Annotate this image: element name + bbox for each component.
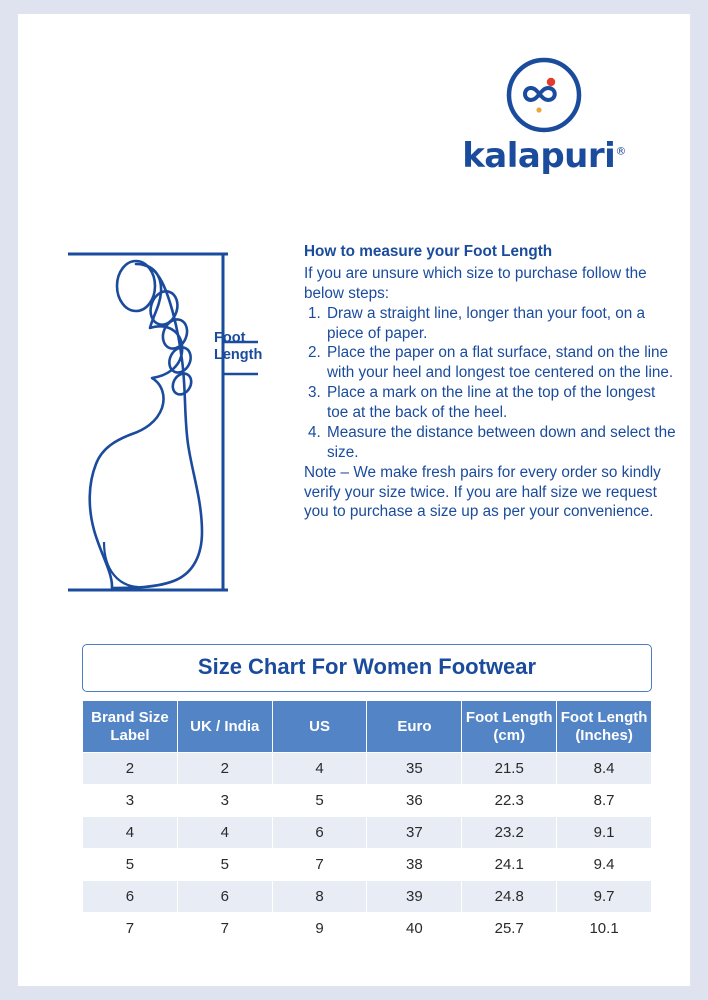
cell-uk-india: 5 xyxy=(177,849,272,881)
foot-length-label-line1: Foot xyxy=(214,330,246,346)
column-header-uk-india: UK / India xyxy=(177,701,272,753)
cell-euro: 40 xyxy=(367,913,462,945)
instruction-step: 3. Place a mark on the line at the top of the longest toe at the back of the heel. xyxy=(325,383,676,423)
foot-length-label-line2: Length xyxy=(214,346,263,363)
table-row xyxy=(83,849,652,881)
column-header-foot-length-inches: Foot Length (Inches) xyxy=(557,701,652,753)
cell-brand-size: 6 xyxy=(83,881,178,913)
cell-brand-size: 5 xyxy=(83,849,178,881)
cell-uk-india: 7 xyxy=(177,913,272,945)
cell-foot-length-cm: 25.7 xyxy=(462,913,557,945)
cell-us: 7 xyxy=(272,849,367,881)
column-header-euro: Euro xyxy=(367,701,462,753)
brand-logo xyxy=(434,56,654,176)
registered-mark: ® xyxy=(615,144,626,158)
cell-euro: 36 xyxy=(367,785,462,817)
cell-us: 5 xyxy=(272,785,367,817)
cell-uk-india: 3 xyxy=(177,785,272,817)
instructions-steps xyxy=(304,304,676,463)
instructions-note: Note – We make fresh pairs for every order so kindly verify your size twice. If you are half size we request you to purchase a size up as per your convenience. xyxy=(304,463,661,521)
cell-foot-length-inches: 8.4 xyxy=(557,753,652,785)
size-chart-title: Size Chart For Women Footwear xyxy=(82,644,652,692)
instructions-heading: How to measure your Foot Length xyxy=(304,243,553,260)
cell-brand-size: 4 xyxy=(83,817,178,849)
cell-foot-length-cm: 23.2 xyxy=(462,817,557,849)
size-chart-block xyxy=(82,644,652,945)
foot-outline-icon xyxy=(58,242,288,602)
table-row xyxy=(83,881,652,913)
foot-length-label xyxy=(214,330,290,363)
cell-foot-length-inches: 9.7 xyxy=(557,881,652,913)
cell-foot-length-cm: 21.5 xyxy=(462,753,557,785)
table-row xyxy=(83,753,652,785)
size-chart-page xyxy=(18,14,690,986)
brand-name: kalapuri xyxy=(462,136,616,176)
cell-us: 4 xyxy=(272,753,367,785)
cell-brand-size: 3 xyxy=(83,785,178,817)
cell-foot-length-inches: 9.1 xyxy=(557,817,652,849)
instructions-block xyxy=(304,242,676,522)
cell-foot-length-inches: 10.1 xyxy=(557,913,652,945)
cell-foot-length-cm: 24.1 xyxy=(462,849,557,881)
instruction-step: 4. Measure the distance between down and select the size. xyxy=(325,423,676,463)
cell-brand-size: 7 xyxy=(83,913,178,945)
brand-wordmark xyxy=(462,136,626,176)
cell-foot-length-cm: 24.8 xyxy=(462,881,557,913)
infinity-loop-icon xyxy=(505,56,583,134)
cell-us: 9 xyxy=(272,913,367,945)
cell-euro: 39 xyxy=(367,881,462,913)
cell-euro: 37 xyxy=(367,817,462,849)
cell-foot-length-inches: 8.7 xyxy=(557,785,652,817)
cell-uk-india: 6 xyxy=(177,881,272,913)
table-row xyxy=(83,817,652,849)
instructions-intro: If you are unsure which size to purchase follow the below steps: xyxy=(304,264,647,302)
column-header-foot-length-cm: Foot Length (cm) xyxy=(462,701,557,753)
instruction-step: 1. Draw a straight line, longer than your foot, on a piece of paper. xyxy=(325,304,676,344)
cell-us: 6 xyxy=(272,817,367,849)
size-chart-table xyxy=(82,700,652,945)
table-row xyxy=(83,913,652,945)
cell-foot-length-cm: 22.3 xyxy=(462,785,557,817)
cell-euro: 35 xyxy=(367,753,462,785)
cell-us: 8 xyxy=(272,881,367,913)
cell-euro: 38 xyxy=(367,849,462,881)
cell-foot-length-inches: 9.4 xyxy=(557,849,652,881)
instruction-step: 2. Place the paper on a flat surface, stand on the line with your heel and longest toe centered on the line. xyxy=(325,343,676,383)
table-row xyxy=(83,785,652,817)
cell-brand-size: 2 xyxy=(83,753,178,785)
column-header-brand-size: Brand Size Label xyxy=(83,701,178,753)
cell-uk-india: 2 xyxy=(177,753,272,785)
table-header-row xyxy=(83,701,652,753)
column-header-us: US xyxy=(272,701,367,753)
cell-uk-india: 4 xyxy=(177,817,272,849)
